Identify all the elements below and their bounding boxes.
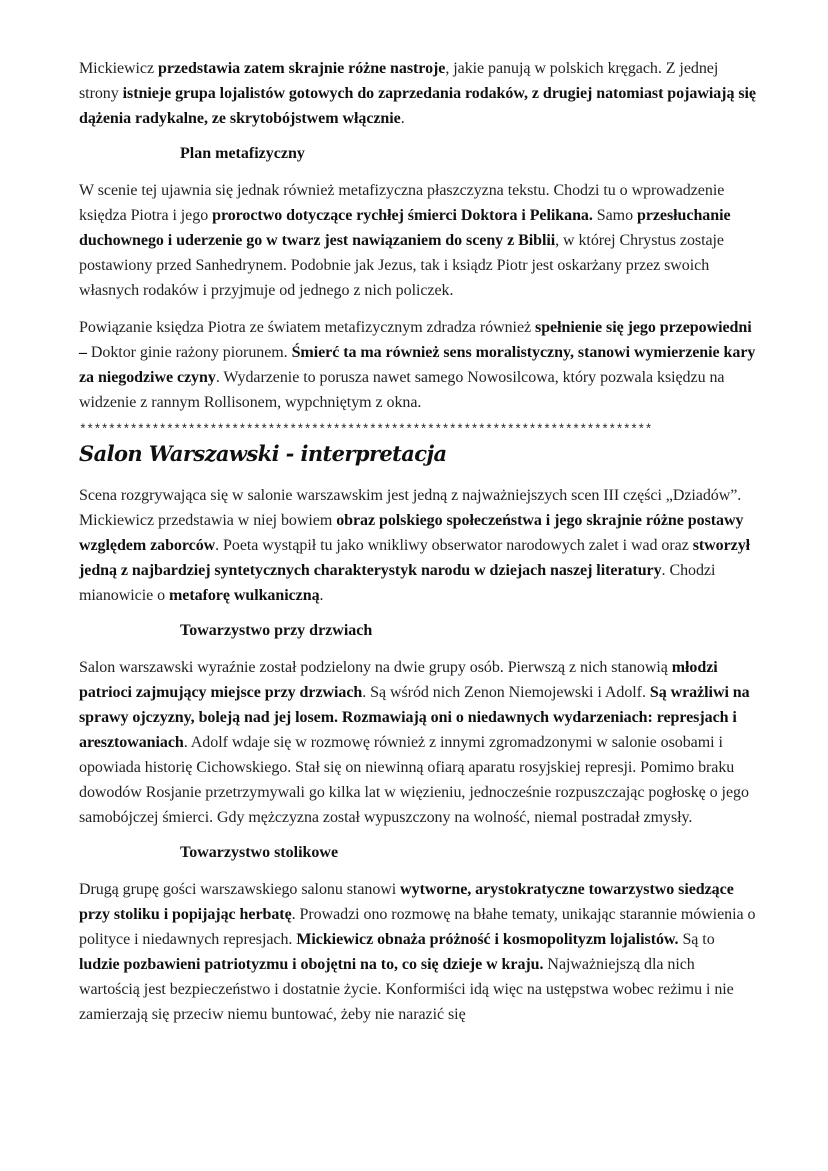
heading-metaphysical: Plan metafizyczny	[180, 145, 305, 162]
paragraph-door-group: Salon warszawski wyraźnie został podzielony na dwie grupy osób. Pierwszą z nich stanowią młodzi patrioci zajmujący miejsce przy drzwiach. Są wśród nich Zenon Niemojewski i Adolf. Są wrażliwi na sprawy ojczyzny, boleją nad jej losem. Rozmawiają oni o niedawnych wydarzeniach: represjach i aresztowaniach. Adolf wdaje się w rozmowę również z innymi zgromadzonymi w salonie osobami i opowiada historię Cichowskiego. Stał się on niewinną ofiarą aparatu rosyjskiej represji. Pomimo braku dowodów Rosjanie przetrzymywali go kilka lat w więzieniu, jednocześnie rozpuszczając pogłoskę o jego samobójczej śmierci. Gdy mężczyzna został wypuszczony na wolność, niemal postradał zmysły.	[79, 659, 750, 826]
paragraph-table-group: Drugą grupę gości warszawskiego salonu stanowi wytworne, arystokratyczne towarzystwo siedzące przy stoliku i popijając herbatę. Prowadzi ono rozmowę na błahe tematy, unikając starannie mówienia o polityce i niedawnych represjach. Mickiewicz obnaża próżność i kosmopolityzm lojalistów. Są to ludzie pozbawieni patriotyzmu i obojętni na to, co się dzieje w kraju. Najważniejszą dla nich wartością jest bezpieczeństwo i dostatnie życie. Konformiści idą więc na ustępstwa wobec reżimu i nie zamierzają się przeciw niemu buntować, żeby nie narazić się	[79, 881, 756, 1023]
separator-line: *******************************************************************************	[79, 423, 652, 437]
document-page	[79, 56, 759, 1027]
paragraph-metaphysical: W scenie tej ujawnia się jednak również metafizyczna płaszczyzna tekstu. Chodzi tu o wprowadzenie księdza Piotra i jego proroctwo dotyczące rychłej śmierci Doktora i Pelikana. Samo przesłuchanie duchownego i uderzenie go w twarz jest nawiązaniem do sceny z Biblii, w której Chrystus zostaje postawiony przed Sanhedrynem. Podobnie jak Jezus, tak i ksiądz Piotr jest oskarżany przez swoich własnych rodaków i przyjmuje od jednego z nich policzek.	[79, 182, 731, 299]
paragraph-prophecy: Powiązanie księdza Piotra ze światem metafizycznym zdradza również spełnienie się jego przepowiedni – Doktor ginie rażony piorunem. Śmierć ta ma również sens moralistyczny, stanowi wymierzenie kary za niegodziwe czyny. Wydarzenie to porusza nawet samego Nowosilcowa, który pozwala księdzu na widzenie z rannym Rollisonem, wypchniętym z okna.	[79, 319, 756, 411]
heading-table-group: Towarzystwo stolikowe	[180, 844, 339, 861]
heading-door-group: Towarzystwo przy drzwiach	[180, 622, 373, 639]
paragraph-salon-intro: Scena rozgrywająca się w salonie warszawskim jest jedną z najważniejszych scen III części „Dziadów”. Mickiewicz przedstawia w niej bowiem obraz polskiego społeczeństwa i jego skrajnie różne postawy względem zaborców. Poeta wystąpił tu jako wnikliwy obserwator narodowych zalet i wad oraz stworzył jedną z najbardziej syntetycznych charakterystyk narodu w dziejach naszej literatury. Chodzi mianowicie o metaforę wulkaniczną.	[79, 487, 751, 604]
section-title: Salon Warszawski - interpretacja	[79, 441, 447, 466]
paragraph-moods: Mickiewicz przedstawia zatem skrajnie różne nastroje, jakie panują w polskich kręgach. Z jednej strony istnieje grupa lojalistów gotowych do zaprzedania rodaków, z drugiej natomiast pojawiają się dążenia radykalne, ze skrytobójstwem włącznie.	[79, 60, 756, 127]
